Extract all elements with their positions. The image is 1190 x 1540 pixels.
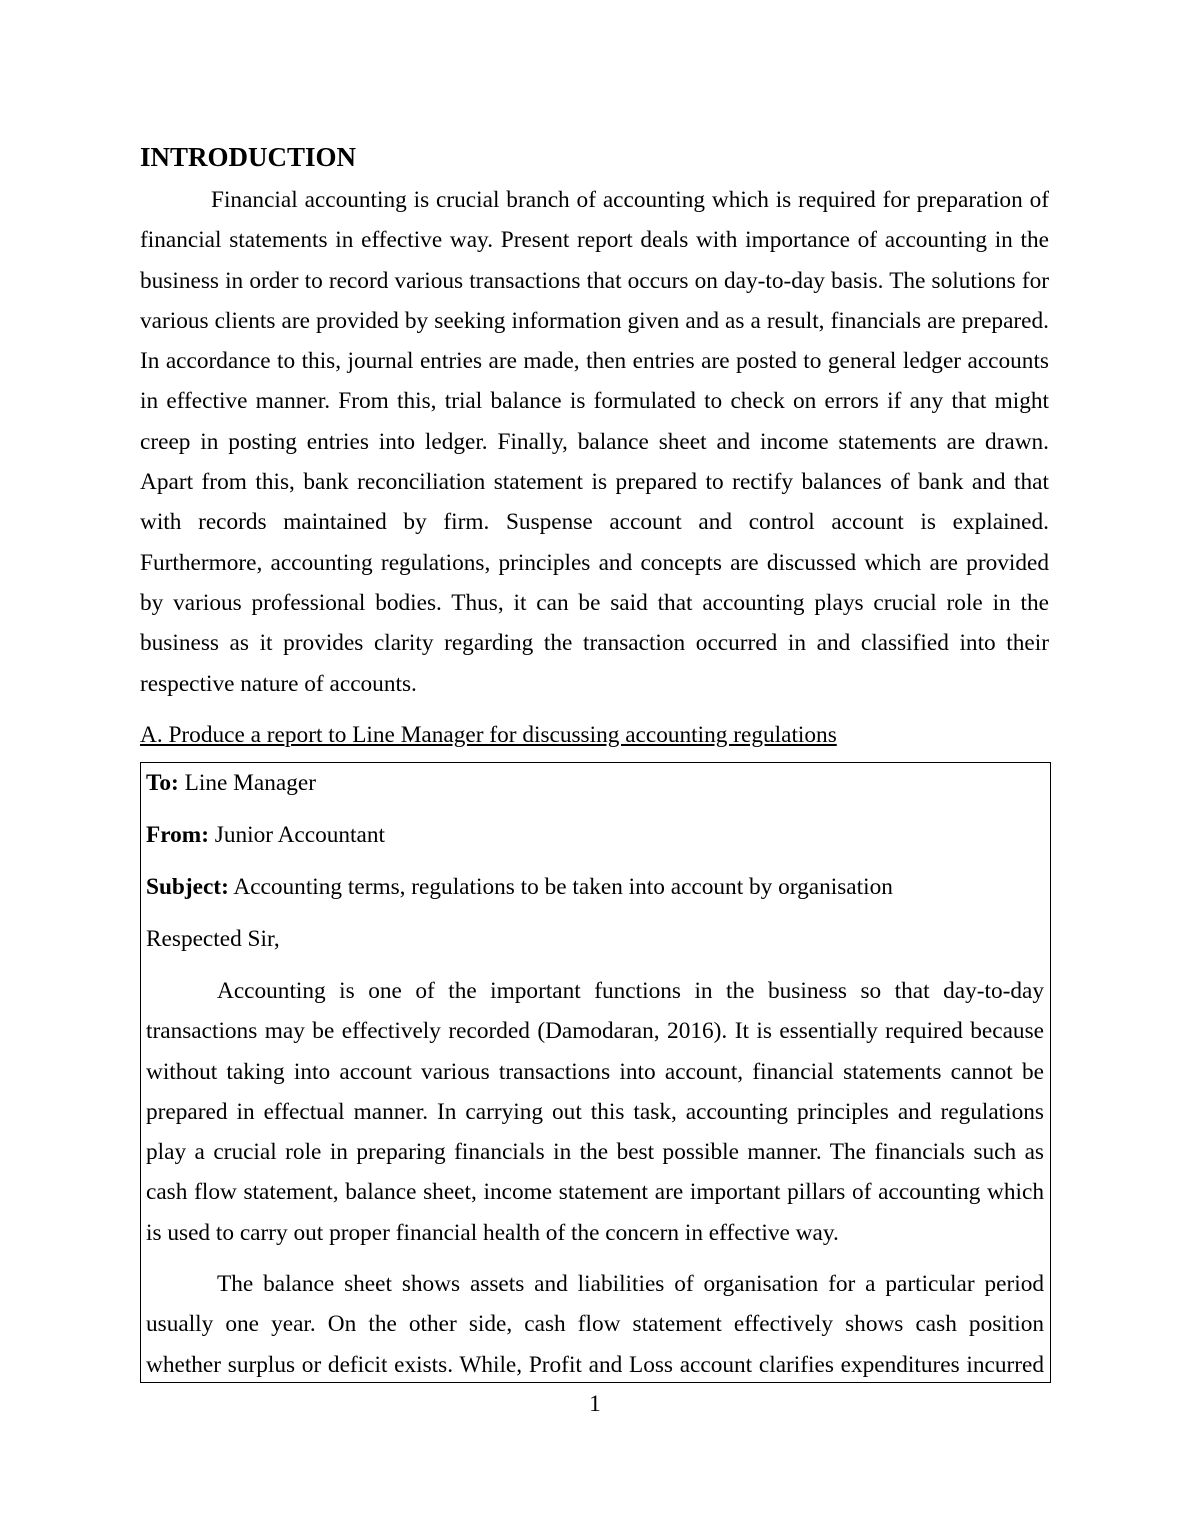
text-line: Financial accounting is crucial branch of accounting which is required for preparation of xyxy=(211,187,1049,213)
text-line: in effective manner. From this, trial balance is formulated to check on errors if any that might xyxy=(140,388,1049,415)
text-line: creep in posting entries into ledger. Finally, balance sheet and income statements are drawn. xyxy=(140,428,1049,455)
salutation: Respected Sir, xyxy=(146,926,280,952)
text-line: cash flow statement, balance sheet, income statement are important pillars of accounting which xyxy=(146,1179,1044,1206)
report-paragraph-1 xyxy=(146,971,1044,1253)
introduction-paragraph xyxy=(140,180,1049,704)
text-line: without taking into account various transactions into account, financial statements cannot be xyxy=(146,1058,1044,1085)
text-line: The balance sheet shows assets and liabilities of organisation for a particular period xyxy=(217,1271,1044,1297)
to-field xyxy=(146,763,1044,803)
text-line: with records maintained by firm. Suspense account and control account is explained. xyxy=(140,509,1049,536)
text-line: respective nature of accounts. xyxy=(140,670,417,697)
subject-field xyxy=(146,867,1044,907)
text-line: transactions may be effectively recorded (Damodaran, 2016). It is essentially required because xyxy=(146,1018,1044,1045)
text-line: usually one year. On the other side, cash flow statement effectively shows cash position xyxy=(146,1311,1044,1338)
text-line: business in order to record various transactions that occurs on day-to-day basis. The solutions for xyxy=(140,267,1049,294)
text-line: Apart from this, bank reconciliation statement is prepared to rectify balances of bank and that xyxy=(140,469,1049,496)
section-title: A. Produce a report to Line Manager for discussing accounting regulations xyxy=(140,722,837,748)
text-line: Furthermore, accounting regulations, principles and concepts are discussed which are provided xyxy=(140,549,1049,576)
to-label: To: xyxy=(146,770,179,796)
text-line: by various professional bodies. Thus, it can be said that accounting plays crucial role in the xyxy=(140,589,1049,616)
text-line: prepared in effectual manner. In carrying out this task, accounting principles and regulations xyxy=(146,1098,1044,1125)
subject-value: Accounting terms, regulations to be taken into account by organisation xyxy=(233,874,893,900)
introduction-heading: INTRODUCTION xyxy=(140,142,357,172)
from-value: Junior Accountant xyxy=(214,822,385,848)
text-line: whether surplus or deficit exists. While, Profit and Loss account clarifies expenditures incurred xyxy=(146,1351,1044,1378)
report-box xyxy=(140,762,1051,1383)
text-line: Accounting is one of the important functions in the business so that day-to-day xyxy=(217,978,1044,1004)
report-paragraph-2 xyxy=(146,1264,1044,1385)
text-line: In accordance to this, journal entries are made, then entries are posted to general ledger accounts xyxy=(140,348,1049,375)
from-field xyxy=(146,815,1044,855)
text-line: various clients are provided by seeking information given and as a result, financials are prepared. xyxy=(140,307,1049,334)
text-line: play a crucial role in preparing financials in the best possible manner. The financials such as xyxy=(146,1139,1044,1166)
text-line: business as it provides clarity regarding the transaction occurred in and classified into their xyxy=(140,630,1049,657)
subject-label: Subject: xyxy=(146,874,229,900)
text-line: is used to carry out proper financial health of the concern in effective way. xyxy=(146,1219,839,1246)
from-label: From: xyxy=(146,822,209,848)
page-number: 1 xyxy=(589,1391,601,1417)
text-line: financial statements in effective way. Present report deals with importance of accounting in the xyxy=(140,227,1049,254)
to-value: Line Manager xyxy=(184,770,316,796)
